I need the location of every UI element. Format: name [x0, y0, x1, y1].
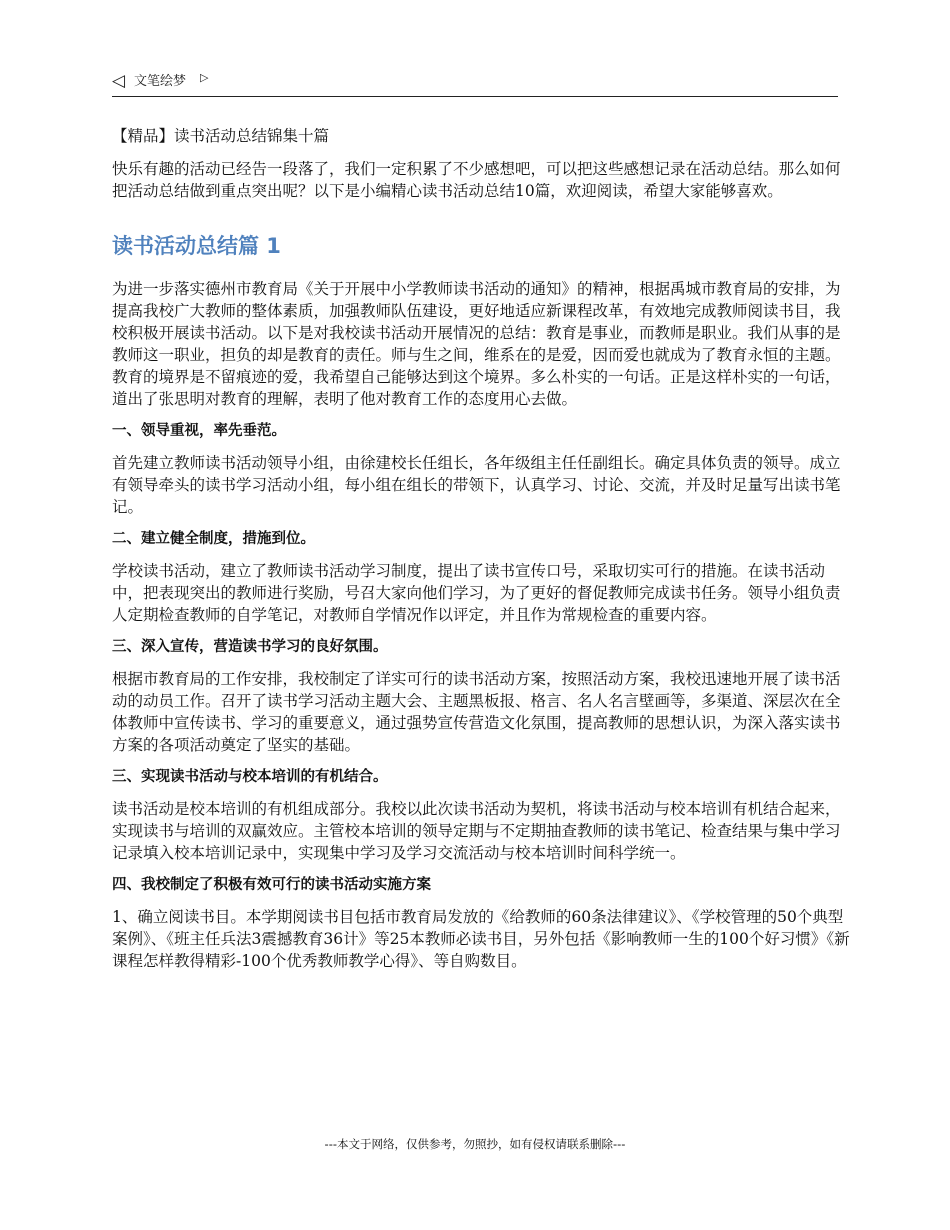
paragraph-4: 读书活动是校本培训的有机组成部分。我校以此次读书活动为契机，将读书活动与校本培训有机结合起来，实现读书与培训的双赢效应。主管校本培训的领导定期与不定期抽查教师的读书笔记、检查结果与集中学习记录填入校本培训记录中，实现集中学习及学习交流活动与校本培训时间科学统一。 — [112, 800, 841, 862]
page-header — [112, 70, 838, 97]
subheading-2: 二、建立健全制度，措施到位。 — [112, 531, 315, 547]
intro-paragraph: 快乐有趣的活动已经告一段落了，我们一定积累了不少感想吧，可以把这些感想记录在活动总结。那么如何把活动总结做到重点突出呢？以下是小编精心读书活动总结10篇，欢迎阅读，希望大家能够喜欢。 — [112, 160, 841, 200]
document-title: 【精品】读书活动总结锦集十篇 — [112, 127, 330, 145]
paragraph-overview: 为进一步落实德州市教育局《关于开展中小学教师读书活动的通知》的精神，根据禹城市教育局的安排，为提高我校广大教师的整体素质，加强教师队伍建设，更好地适应新课程改革，有效地完成教师阅读书目，我校积极开展读书活动。以下是对我校读书活动开展情况的总结：教育是事业，而教师是职业。我们从事的是教师这一职业，担负的却是教育的责任。师与生之间，维系在的是爱，因而爱也就成为了教育永恒的主题。教育的境界是不留痕迹的爱，我希望自己能够达到这个境界。多么朴实的一句话。正是这样朴实的一句话，道出了张思明对教育的理解，表明了他对教育工作的态度用心去做。 — [112, 280, 841, 408]
page-footer-note: ---本文于网络，仅供参考，勿照抄，如有侵权请联系删除--- — [324, 1137, 626, 1151]
paragraph-5: 1、确立阅读书目。本学期阅读书目包括市教育局发放的《给教师的60条法律建议》、《学校管理的50个典型案例》、《班主任兵法3震撼教育36计》等25本教师必读书目，另外包括《影响教师一生的100个好习惯》《新课程怎样教得精彩-100个优秀教师教学心得》、等自购数目。 — [112, 908, 850, 970]
paragraph-2: 学校读书活动，建立了教师读书活动学习制度，提出了读书宣传口号，采取切实可行的措施。在读书活动中，把表现突出的教师进行奖励，号召大家向他们学习，为了更好的督促教师完成读书任务。领导小组负责人定期检查教师的自学笔记，对教师自学情况作以评定，并且作为常规检查的重要内容。 — [112, 562, 841, 624]
paragraph-1: 首先建立教师读书活动领导小组，由徐建校长任组长，各年级组主任任副组长。确定具体负责的领导。成立有领导牵头的读书学习活动小组，每小组在组长的带领下，认真学习、讨论、交流，并及时足量写出读书笔记。 — [112, 454, 841, 516]
subheading-5: 四、我校制定了积极有效可行的读书活动实施方案 — [112, 877, 431, 893]
subheading-4: 三、实现读书活动与校本培训的有机结合。 — [112, 769, 388, 785]
header-brand: 文笔绘梦 — [134, 74, 187, 89]
paragraph-3: 根据市教育局的工作安排，我校制定了详实可行的读书活动方案，按照活动方案，我校迅速地开展了读书活动的动员工作。召开了读书学习活动主题大会、主题黑板报、格言、名人名言壁画等，多渠道、深层次在全体教师中宣传读书、学习的重要意义，通过强势宣传营造文化氛围，提高教师的思想认识，为深入落实读书方案的各项活动奠定了坚实的基础。 — [112, 670, 841, 754]
document-body — [112, 124, 850, 982]
triangle-right-icon: ▷ — [200, 71, 209, 84]
subheading-1: 一、领导重视，率先垂范。 — [112, 423, 286, 439]
subheading-3: 三、深入宣传，营造读书学习的良好氛围。 — [112, 639, 388, 655]
triangle-left-icon: ◁ — [112, 71, 126, 91]
section-heading: 读书活动总结篇 1 — [112, 234, 281, 258]
